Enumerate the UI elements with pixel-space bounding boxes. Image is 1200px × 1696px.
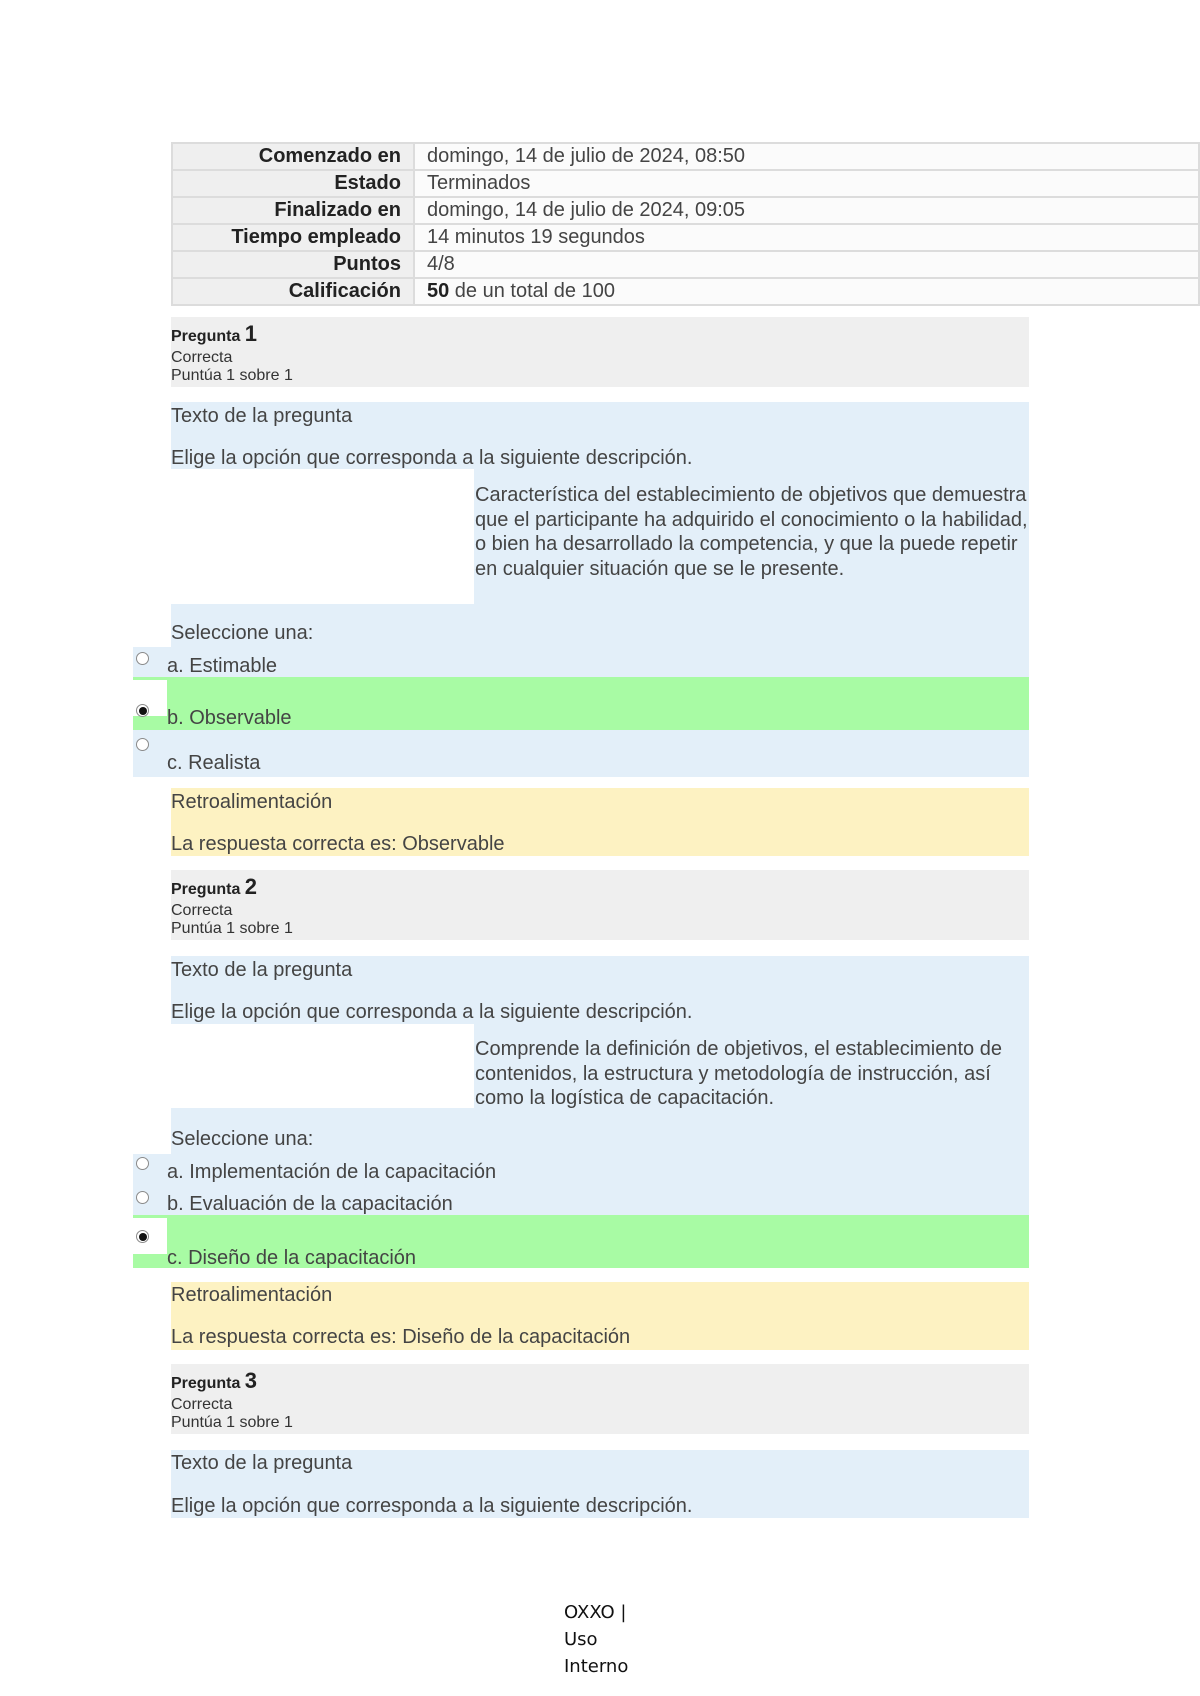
option-c-radio-selected[interactable] [136,1230,149,1243]
summary-row [172,197,1199,224]
summary-row [172,251,1199,278]
option-a-label[interactable]: a. Estimable [167,655,278,677]
question-instruction: Elige la opción que corresponda a la siguiente descripción. [171,447,693,469]
question-status: Correcta [171,902,233,919]
question-1-info [171,317,1029,387]
summary-row [172,278,1199,305]
summary-label: Estado [172,170,414,197]
option-b-radio-selected[interactable] [136,704,149,717]
summary-grade-value [414,278,1199,305]
option-c-label[interactable]: c. Realista [167,752,261,774]
question-1-title [171,321,257,347]
question-instruction: Elige la opción que corresponda a la siguiente descripción. [171,1001,693,1023]
summary-label: Finalizado en [172,197,414,224]
question-grade: Puntúa 1 sobre 1 [171,367,293,384]
footer-classification-2: Interno [564,1656,629,1677]
option-c-radio[interactable] [136,738,149,751]
question-text-heading: Texto de la pregunta [171,959,353,981]
question-number: 3 [244,1368,258,1393]
summary-value: Terminados [414,170,1199,197]
question-1-description: Característica del establecimiento de objetivos que demuestra que el participante ha adquirido el conocimiento o la habilidad, o bien ha desarrollado la competencia, y que la puede repetir en cualquier situación que se le presente. [475,484,1028,580]
summary-value: domingo, 14 de julio de 2024, 08:50 [414,143,1199,170]
summary-label: Calificación [172,278,414,305]
question-3-info [171,1364,1029,1434]
question-status: Correcta [171,1396,233,1413]
question-number: 2 [244,874,258,899]
question-2-description: Comprende la definición de objetivos, el establecimiento de contenidos, la estructura y metodología de instrucción, así como la logística de capacitación. [475,1038,1002,1109]
question-2-info [171,870,1029,940]
question-grade: Puntúa 1 sobre 1 [171,920,293,937]
footer-brand: OXXO | [564,1602,627,1623]
grade-suffix: de un total de 100 [449,280,615,302]
summary-label: Puntos [172,251,414,278]
question-label: Pregunta [171,328,241,345]
question-2-title [171,874,257,900]
summary-label: Tiempo empleado [172,224,414,251]
question-text-heading: Texto de la pregunta [171,1452,353,1474]
footer-classification: Uso [564,1629,598,1650]
option-c-label[interactable]: c. Diseño de la capacitación [167,1247,417,1269]
summary-value: domingo, 14 de julio de 2024, 09:05 [414,197,1199,224]
feedback-answer: La respuesta correcta es: Observable [171,833,505,855]
option-b-radio[interactable] [136,1191,149,1204]
option-a-radio[interactable] [136,652,149,665]
grade-score: 50 [427,280,450,302]
question-label: Pregunta [171,1375,241,1392]
question-status: Correcta [171,349,233,366]
option-b-label[interactable]: b. Observable [167,707,292,729]
summary-row [172,170,1199,197]
question-number: 1 [244,321,258,346]
feedback-heading: Retroalimentación [171,791,333,813]
option-b-label[interactable]: b. Evaluación de la capacitación [167,1193,453,1215]
question-instruction: Elige la opción que corresponda a la siguiente descripción. [171,1495,693,1517]
summary-row [172,143,1199,170]
attempt-summary-table [171,142,1200,306]
question-label: Pregunta [171,881,241,898]
question-text-heading: Texto de la pregunta [171,405,353,427]
option-bg [133,730,1029,777]
summary-value: 4/8 [414,251,1199,278]
question-grade: Puntúa 1 sobre 1 [171,1414,293,1431]
select-one-prompt: Seleccione una: [171,622,314,644]
summary-label: Comenzado en [172,143,414,170]
option-a-label[interactable]: a. Implementación de la capacitación [167,1161,497,1183]
summary-row [172,224,1199,251]
feedback-heading: Retroalimentación [171,1284,333,1306]
summary-value: 14 minutos 19 segundos [414,224,1199,251]
option-a-radio[interactable] [136,1157,149,1170]
feedback-answer: La respuesta correcta es: Diseño de la capacitación [171,1326,631,1348]
question-3-title [171,1368,257,1394]
select-one-prompt: Seleccione una: [171,1128,314,1150]
